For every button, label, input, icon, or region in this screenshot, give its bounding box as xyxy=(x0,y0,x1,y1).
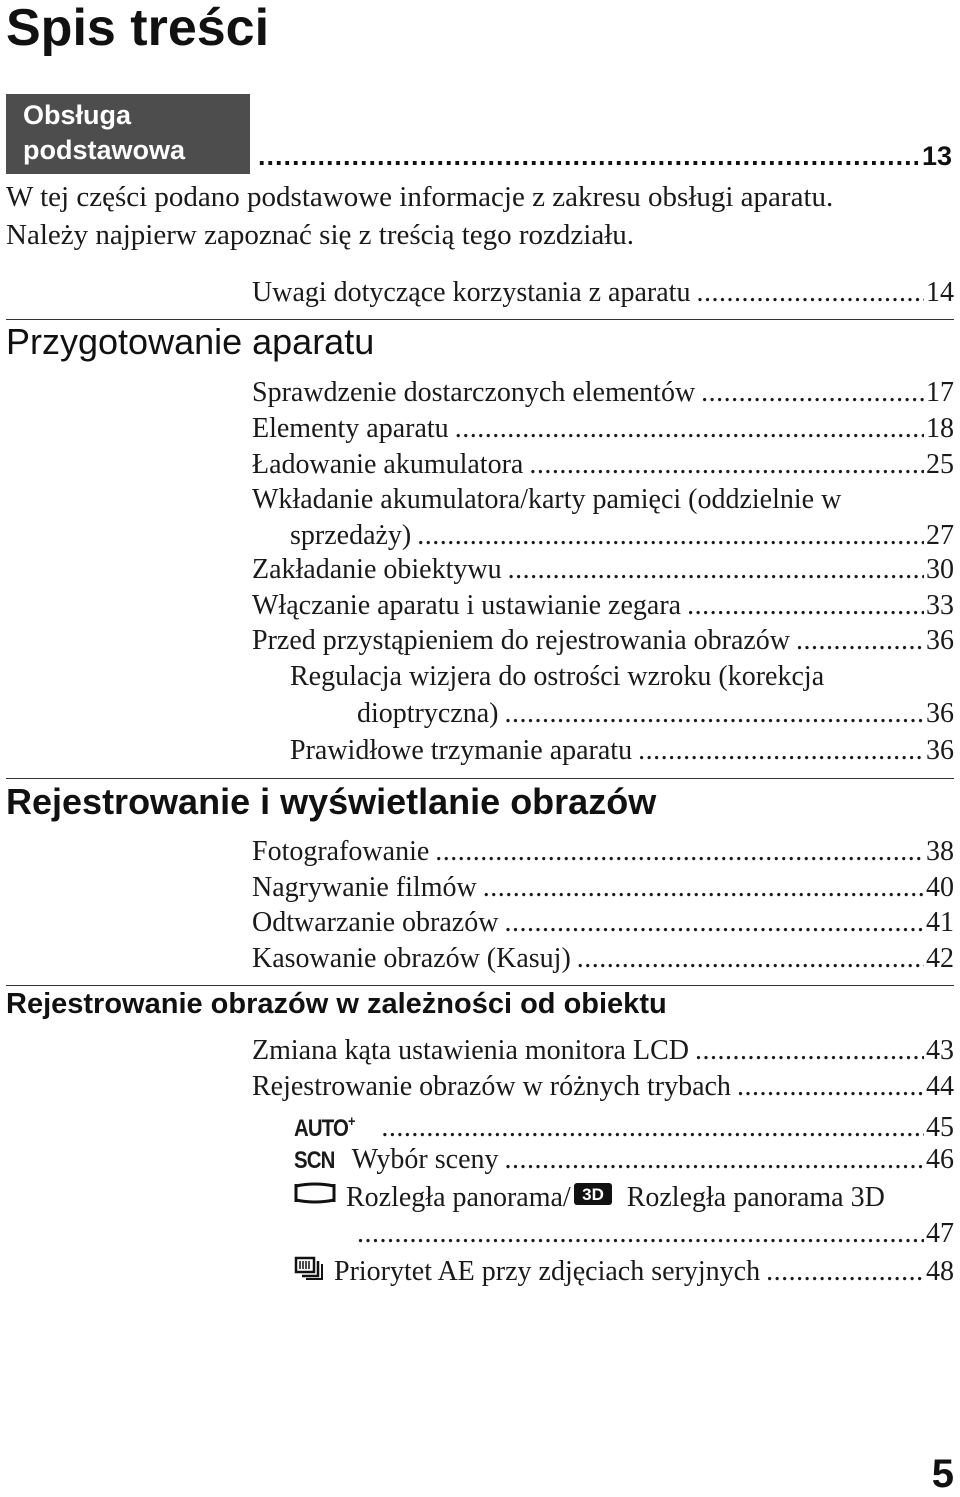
toc-entry[interactable] xyxy=(252,623,954,659)
toc-entry-page: 36 xyxy=(926,735,954,766)
leader-dots xyxy=(499,1142,925,1178)
leader-dots xyxy=(502,552,924,588)
toc-entry-panorama-line2[interactable] xyxy=(357,1216,954,1252)
leader-dots xyxy=(477,870,924,906)
leader-dots xyxy=(258,141,918,172)
leader-dots xyxy=(681,588,924,624)
toc-entry-label: Wybór sceny xyxy=(351,1144,499,1175)
toc-entry[interactable] xyxy=(252,588,954,624)
toc-entry-label: Zakładanie obiektywu xyxy=(252,554,502,585)
toc-entry-page: 45 xyxy=(926,1112,954,1143)
basic-operation-leader[interactable] xyxy=(258,132,952,172)
toc-entry-page: 48 xyxy=(926,1256,954,1287)
auto-icon-plus: + xyxy=(348,1113,355,1130)
leader-dots xyxy=(632,733,924,769)
section-title-preparation[interactable]: Przygotowanie aparatu xyxy=(6,321,375,362)
toc-entry-auto-plus[interactable] xyxy=(294,1104,954,1143)
intro-line-1: W tej części podano podstawowe informacje z zakresu obsługi aparatu. xyxy=(6,181,834,213)
toc-entry-label: Przed przystąpieniem do rejestrowania obrazów xyxy=(252,625,791,656)
toc-entry-label-2: Rozległa panorama 3D xyxy=(626,1182,885,1213)
leader-dots xyxy=(357,1216,924,1252)
toc-entry-continuous-ae[interactable] xyxy=(294,1254,954,1290)
toc-entry-label: sprzedaży) xyxy=(290,520,412,551)
toc-entry-scene[interactable] xyxy=(294,1142,954,1178)
toc-entry-label: Zmiana kąta ustawienia monitora LCD xyxy=(252,1035,689,1066)
toc-entry[interactable] xyxy=(252,941,954,977)
basic-page-number: 13 xyxy=(921,141,952,171)
toc-entry-label: Odtwarzanie obrazów xyxy=(252,907,499,938)
toc-entry-page: 30 xyxy=(926,554,954,585)
toc-entry-page: 36 xyxy=(926,625,954,656)
toc-entry-page: 33 xyxy=(926,590,954,621)
leader-dots xyxy=(690,275,924,311)
continuous-ae-icon xyxy=(294,1254,324,1290)
auto-icon-text: AUTO xyxy=(294,1115,349,1142)
toc-entry-label: Włączanie aparatu i ustawianie zegara xyxy=(252,590,682,621)
sweep-panorama-icon xyxy=(294,1180,336,1216)
leader-dots xyxy=(411,518,924,554)
toc-entry-label: Rozległa panorama/ xyxy=(346,1182,571,1213)
toc-entry-label-line1[interactable]: Wkładanie akumulatora/karty pamięci (oddzielnie w xyxy=(252,484,842,515)
3d-panorama-icon xyxy=(573,1180,613,1216)
toc-entry[interactable] xyxy=(357,696,954,732)
basic-operation-tab[interactable] xyxy=(6,94,250,174)
toc-entry-page: 38 xyxy=(926,836,954,867)
toc-entry-page: 40 xyxy=(926,872,954,903)
leader-dots xyxy=(499,696,925,732)
auto-plus-icon xyxy=(294,1104,355,1147)
toc-entry-label: Nagrywanie filmów xyxy=(252,872,477,903)
leader-dots xyxy=(790,623,924,659)
section-title-recording[interactable]: Rejestrowanie i wyświetlanie obrazów xyxy=(6,781,657,822)
3d-icon-text: 3D xyxy=(581,1185,604,1204)
leader-dots xyxy=(429,834,924,870)
leader-dots xyxy=(695,375,924,411)
toc-entry-label: Kasowanie obrazów (Kasuj) xyxy=(252,943,571,974)
toc-entry[interactable] xyxy=(252,870,954,906)
toc-entry-page: 25 xyxy=(926,449,954,480)
toc-entry[interactable] xyxy=(252,552,954,588)
toc-entry-label: Fotografowanie xyxy=(252,836,430,867)
leader-dots xyxy=(375,1110,924,1146)
toc-entry[interactable] xyxy=(252,411,954,447)
toc-entry-panorama-line1[interactable] xyxy=(294,1180,885,1216)
page-number: 5 xyxy=(931,1452,954,1496)
toc-entry[interactable] xyxy=(252,905,954,941)
page-title: Spis treści xyxy=(6,0,270,57)
leader-dots xyxy=(689,1033,924,1069)
toc-entry-page: 46 xyxy=(926,1144,954,1175)
toc-entry-page: 44 xyxy=(926,1071,954,1102)
toc-entry[interactable] xyxy=(252,447,954,483)
basic-intro xyxy=(6,178,956,254)
toc-entry-label: Prawidłowe trzymanie aparatu xyxy=(290,735,633,766)
toc-entry[interactable] xyxy=(290,518,954,554)
leader-dots xyxy=(449,411,924,447)
toc-entry-page: 17 xyxy=(926,377,954,408)
toc-entry-page: 47 xyxy=(926,1218,954,1249)
toc-entry-page: 43 xyxy=(926,1035,954,1066)
leader-dots xyxy=(731,1069,924,1105)
leader-dots xyxy=(571,941,924,977)
section-divider xyxy=(6,778,954,779)
leader-dots xyxy=(760,1254,924,1290)
toc-entry-page: 42 xyxy=(926,943,954,974)
toc-entry-page: 18 xyxy=(926,413,954,444)
section-title-subject[interactable]: Rejestrowanie obrazów w zależności od obiektu xyxy=(6,988,667,1020)
intro-line-2: Należy najpierw zapoznać się z treścią tego rozdziału. xyxy=(6,219,635,251)
toc-entry-page: 36 xyxy=(926,698,954,729)
toc-entry[interactable] xyxy=(252,834,954,870)
basic-tab-line1: Obsługa xyxy=(23,100,132,130)
toc-entry[interactable] xyxy=(252,375,954,411)
toc-entry-label-line1[interactable]: Regulacja wizjera do ostrości wzroku (korekcja xyxy=(290,661,825,692)
toc-entry-label: Rejestrowanie obrazów w różnych trybach xyxy=(252,1071,731,1102)
leader-dots xyxy=(498,905,924,941)
toc-entry-label: Uwagi dotyczące korzystania z aparatu xyxy=(252,277,691,308)
leader-dots xyxy=(523,447,924,483)
toc-entry[interactable] xyxy=(252,1033,954,1069)
toc-entry-notes[interactable] xyxy=(252,275,954,311)
toc-entry-label: Sprawdzenie dostarczonych elementów xyxy=(252,377,696,408)
toc-entry-page: 41 xyxy=(926,907,954,938)
toc-entry-label: Elementy aparatu xyxy=(252,413,449,444)
toc-entry-label: dioptryczna) xyxy=(357,698,499,729)
toc-entry[interactable] xyxy=(290,733,954,769)
toc-entry[interactable] xyxy=(252,1069,954,1105)
toc-entry-page: 14 xyxy=(926,277,954,308)
toc-entry-label: Priorytet AE przy zdjęciach seryjnych xyxy=(334,1256,761,1287)
basic-tab-line2: podstawowa xyxy=(23,135,186,165)
scn-icon: SCN xyxy=(294,1147,335,1174)
toc-entry-page: 27 xyxy=(926,520,954,551)
toc-entry-label: Ładowanie akumulatora xyxy=(252,449,524,480)
